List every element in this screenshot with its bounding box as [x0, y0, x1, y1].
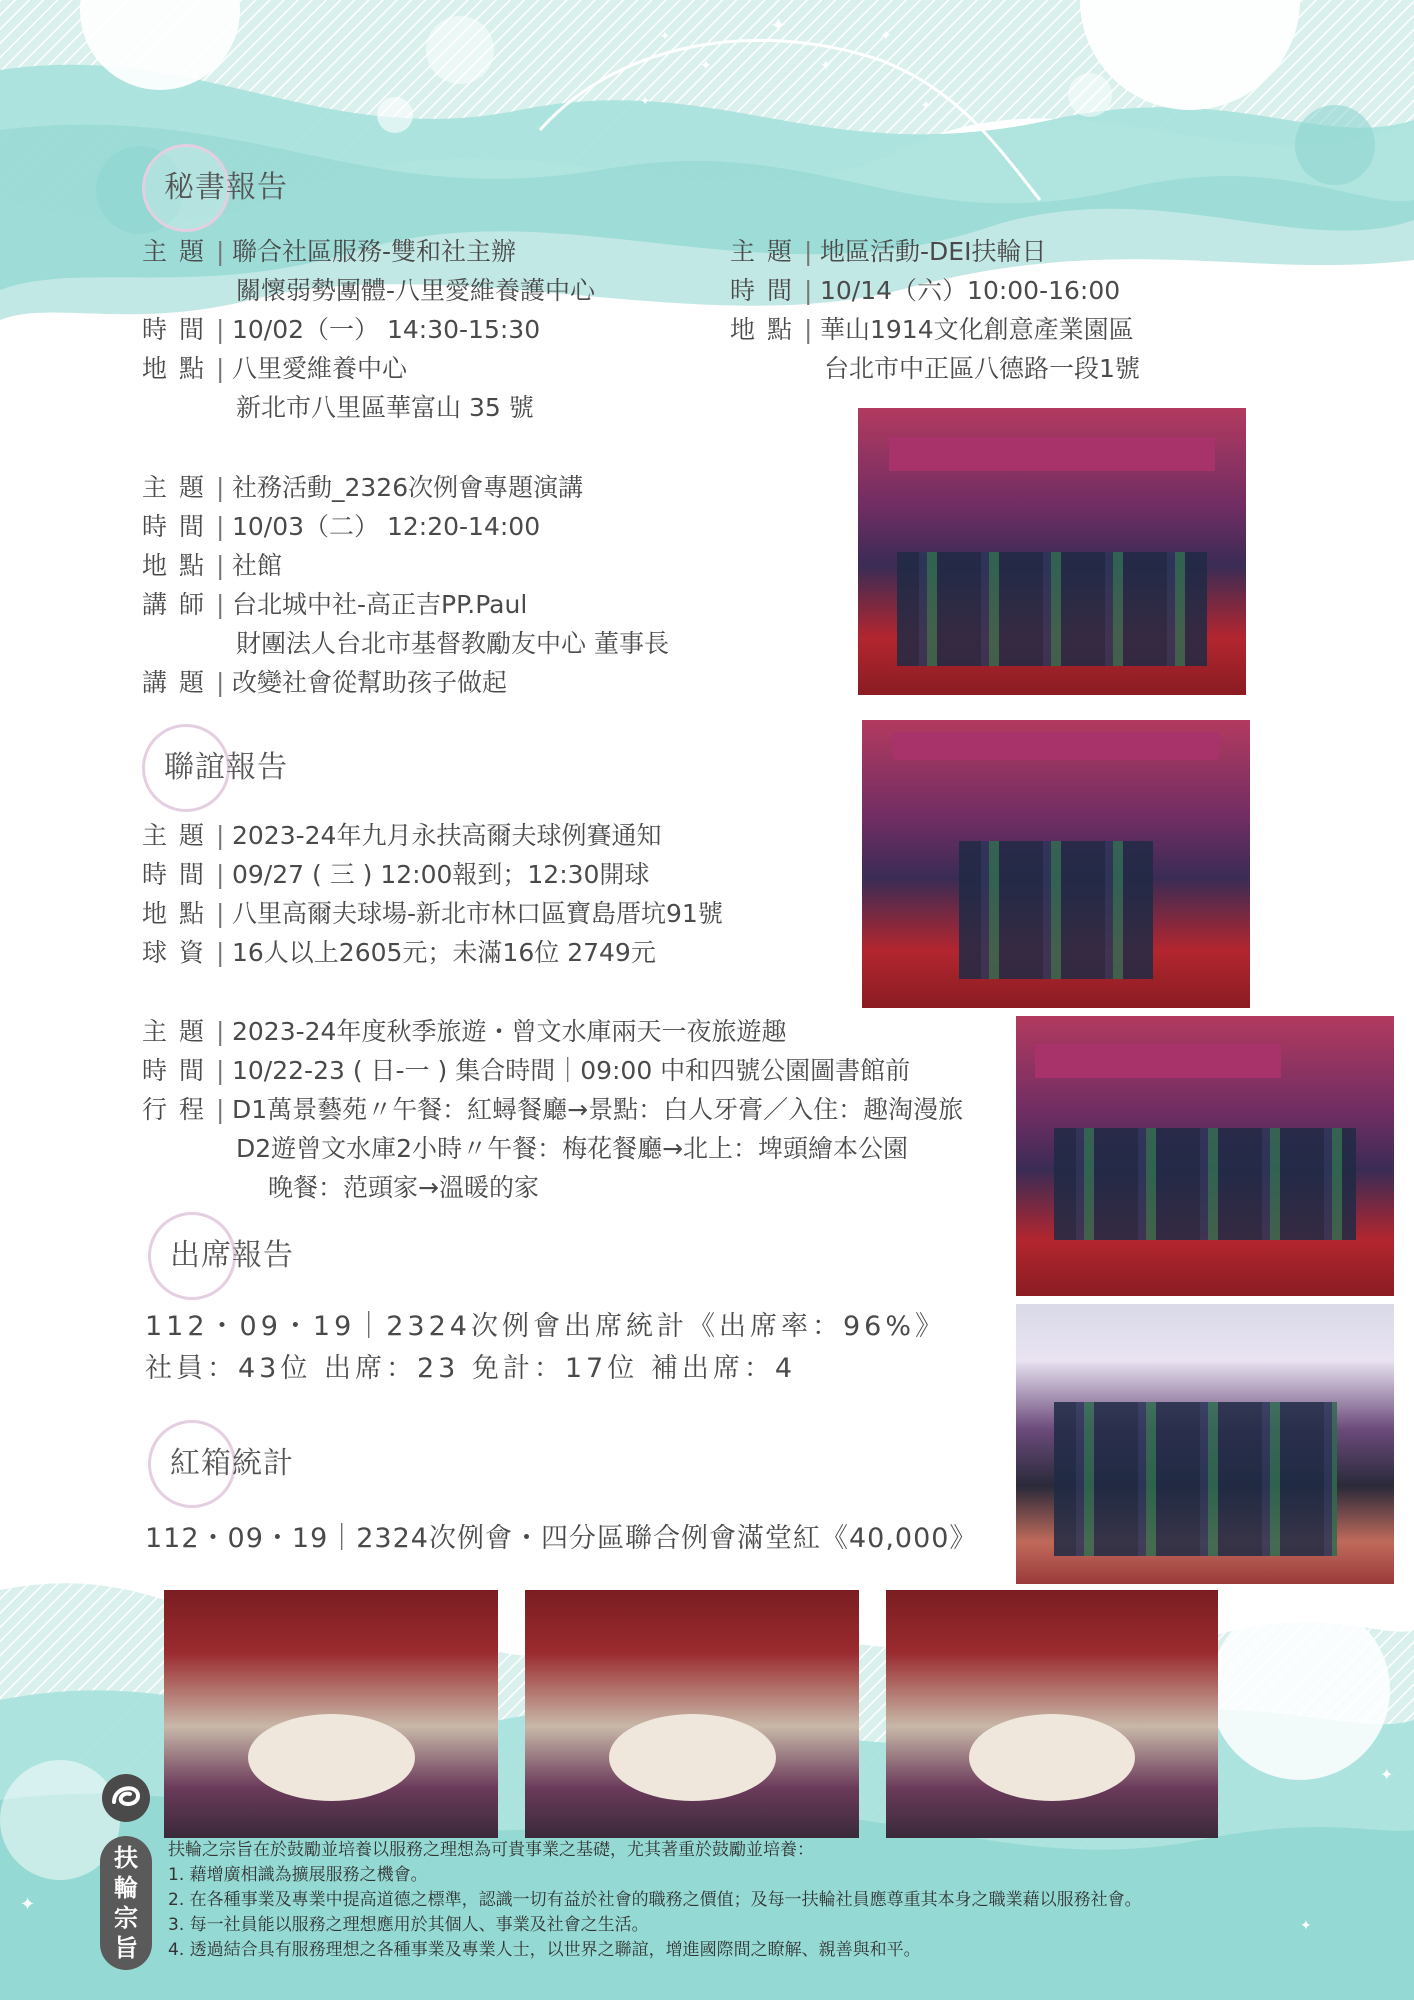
photo-five-members	[1016, 1304, 1394, 1584]
event-place-row: 地 點 | 八里高爾夫球場-新北市林口區寶島厝坑91號	[142, 899, 723, 928]
photo-banner	[1035, 1044, 1281, 1078]
event-itinerary-row: 行 程 | D1萬景藝苑〃午餐：紅蟳餐廳→景點：白人牙膏／入住：趣淘漫旅	[142, 1095, 964, 1124]
event-topic-row: 主 題 | 聯合社區服務-雙和社主辦	[142, 237, 517, 266]
fellowship-event-1	[142, 816, 723, 972]
event-itinerary-line3: 晚餐：范頭家→溫暖的家	[268, 1173, 539, 1202]
svg-text:✦: ✦	[20, 1894, 36, 1915]
photo-banner	[889, 437, 1215, 471]
redbox-line-1: 112・09・19｜2324次例會・四分區聯合例會滿堂紅《40,000》	[145, 1523, 978, 1554]
event-time-row: 時 間 | 09/27 ( 三 ) 12:00報到；12:30開球	[142, 860, 650, 889]
photo-table	[609, 1714, 776, 1801]
attendance-stats	[145, 1306, 946, 1390]
objective-item: 4. 透過結合具有服務理想之各種事業及專業人士，以世界之聯誼，增進國際間之瞭解、親善與和平。	[168, 1940, 921, 1960]
redbox-stats	[145, 1518, 977, 1560]
fellowship-heading: 聯誼報告	[164, 742, 288, 786]
event-speaker-line2: 財團法人台北市基督教勵友中心 董事長	[236, 629, 669, 658]
photo-people	[1054, 1128, 1356, 1240]
event-time-row: 時 間 | 10/03（二） 12:20-14:00	[142, 512, 541, 541]
secretary-event-2	[730, 232, 1140, 388]
svg-text:✦: ✦	[920, 98, 932, 114]
event-place-row: 地 點 | 社館	[142, 551, 283, 580]
event-subject-row: 講 題 | 改變社會從幫助孩子做起	[142, 668, 508, 697]
objective-intro: 扶輪之宗旨在於鼓勵並培養以服務之理想為可貴事業之基礎，尤其著重於鼓勵並培養：	[168, 1840, 814, 1860]
objective-item: 3. 每一社員能以服務之理想應用於其個人、事業及社會之生活。	[168, 1915, 649, 1935]
photo-banner	[893, 732, 1219, 761]
rotary-swirl-logo-icon	[100, 1768, 152, 1828]
photo-table	[969, 1714, 1135, 1801]
photo-certificate	[862, 720, 1250, 1008]
event-place-line2: 台北市中正區八德路一段1號	[824, 354, 1140, 383]
photo-table	[248, 1714, 415, 1801]
event-topic-row: 主 題 | 2023-24年度秋季旅遊・曾文水庫兩天一夜旅遊趣	[142, 1017, 787, 1046]
photo-group-stage	[858, 408, 1246, 695]
svg-text:✦: ✦	[700, 58, 712, 74]
event-topic-row: 主 題 | 社務活動_2326次例會專題演講	[142, 473, 584, 502]
objective-item: 1. 藉增廣相識為擴展服務之機會。	[168, 1865, 428, 1885]
event-topic-line2: 關懷弱勢團體-八里愛維養護中心	[236, 276, 596, 305]
secretary-event-3	[142, 468, 669, 702]
photo-banquet-2	[525, 1590, 859, 1838]
svg-text:✦: ✦	[640, 94, 651, 108]
event-speaker-row: 講 師 | 台北城中社-高正吉PP.Paul	[142, 590, 528, 619]
attendance-line-1: 112・09・19｜2324次例會出席統計《出席率：96%》	[145, 1311, 946, 1342]
secretary-event-1	[142, 232, 595, 427]
event-time-row: 時 間 | 10/02（一） 14:30-15:30	[142, 315, 541, 344]
svg-text:✦: ✦	[880, 28, 892, 44]
photo-people	[897, 552, 1207, 667]
svg-text:✦: ✦	[820, 58, 832, 74]
svg-text:✦: ✦	[660, 29, 671, 43]
photo-banquet-1	[164, 1590, 498, 1838]
event-fee-row: 球 資 | 16人以上2605元；未滿16位 2749元	[142, 938, 656, 967]
svg-text:✦: ✦	[1300, 1918, 1312, 1934]
event-topic-row: 主 題 | 2023-24年九月永扶高爾夫球例賽通知	[142, 821, 662, 850]
redbox-heading: 紅箱統計	[170, 1438, 294, 1482]
photo-stage-line	[1016, 1016, 1394, 1296]
event-place-row: 地 點 | 華山1914文化創意產業園區	[730, 315, 1134, 344]
photo-banquet-3	[886, 1590, 1218, 1838]
event-place-row: 地 點 | 八里愛維養中心	[142, 354, 408, 383]
objective-item: 2. 在各種事業及專業中提高道德之標準，認識一切有益於社會的職務之價值；及每一扶輪社員應尊重其本身之職業藉以服務社會。	[168, 1890, 1142, 1910]
secretary-heading: 秘書報告	[164, 162, 288, 206]
svg-text:✦: ✦	[770, 13, 787, 37]
attendance-line-2: 社員：43位 出席：23 免計：17位 補出席：4	[145, 1353, 796, 1384]
event-time-row: 時 間 | 10/14（六）10:00-16:00	[730, 276, 1121, 305]
photo-people	[959, 841, 1153, 979]
svg-text:✦: ✦	[1380, 1765, 1394, 1784]
rotary-objective	[168, 1838, 1142, 1963]
fellowship-event-2	[142, 1012, 963, 1207]
event-itinerary-line2: D2遊曾文水庫2小時〃午餐：梅花餐廳→北上：埤頭繪本公園	[236, 1134, 909, 1163]
photo-people	[1054, 1402, 1338, 1556]
motto-badge: 扶 輪 宗 旨	[100, 1836, 152, 1970]
event-topic-row: 主 題 | 地區活動-DEI扶輪日	[730, 237, 1047, 266]
attendance-heading: 出席報告	[170, 1230, 294, 1274]
event-time-row: 時 間 | 10/22-23 ( 日-一 ) 集合時間｜09:00 中和四號公園圖書館前	[142, 1056, 911, 1085]
event-place-line2: 新北市八里區華富山 35 號	[236, 393, 534, 422]
